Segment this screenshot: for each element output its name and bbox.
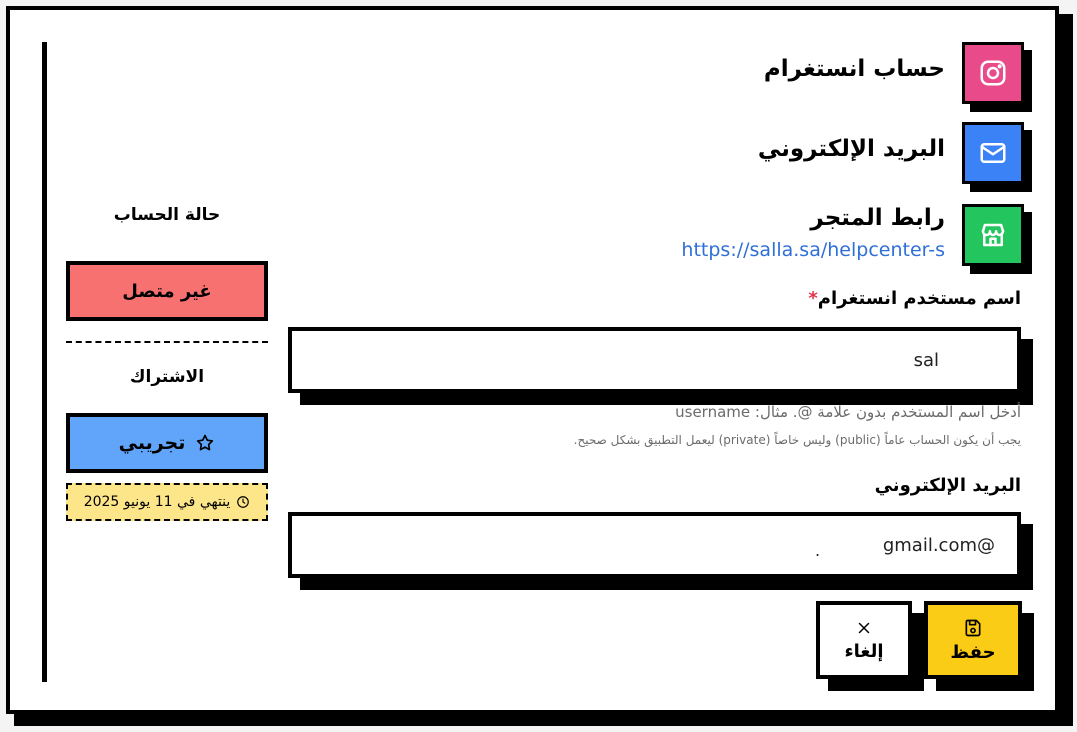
store-icon xyxy=(978,220,1008,250)
mail-icon xyxy=(978,138,1008,168)
store-link-title: رابط المتجر xyxy=(810,205,945,231)
sidebar-dashed-divider xyxy=(66,341,268,343)
instagram-icon xyxy=(978,58,1008,88)
status-badge xyxy=(66,261,268,321)
email-input[interactable]: @gmail.com xyxy=(288,512,1021,578)
email-title: البريد الإلكتروني xyxy=(757,136,945,162)
account-status-heading: حالة الحساب xyxy=(113,205,221,225)
email-label: البريد الإلكتروني xyxy=(874,475,1021,496)
vertical-divider xyxy=(42,42,47,682)
required-mark: * xyxy=(808,288,818,309)
save-label: حفظ xyxy=(950,641,996,663)
username-field-wrap xyxy=(288,327,1021,393)
close-icon xyxy=(855,619,873,637)
username-hint: أدخل اسم المستخدم بدون علامة @. مثال: username xyxy=(675,403,1021,421)
instagram-account-title: حساب انستغرام xyxy=(763,56,945,82)
email-dot: . xyxy=(815,541,821,560)
username-input[interactable]: sal xyxy=(288,327,1021,393)
cancel-label: إلغاء xyxy=(844,640,884,662)
plan-label: تجريبي xyxy=(118,432,186,454)
username-label xyxy=(808,288,1021,309)
status-label: غير متصل xyxy=(122,280,212,302)
email-tile xyxy=(962,122,1024,184)
save-button[interactable] xyxy=(924,601,1022,679)
store-tile xyxy=(962,204,1024,266)
save-icon xyxy=(963,618,983,638)
instagram-tile xyxy=(962,42,1024,104)
store-link[interactable]: https://salla.sa/helpcenter-s xyxy=(681,239,945,261)
star-icon xyxy=(195,433,215,453)
expiry-badge xyxy=(66,483,268,521)
cancel-button[interactable] xyxy=(816,601,912,679)
username-label-text: اسم مستخدم انستغرام xyxy=(817,288,1021,309)
plan-badge xyxy=(66,413,268,473)
public-account-hint: يجب أن يكون الحساب عاماً (public) وليس خاصاً (private) ليعمل التطبيق بشكل صحيح. xyxy=(573,433,1021,447)
email-field-wrap xyxy=(288,512,1021,578)
clock-icon xyxy=(236,495,250,509)
subscription-heading: الاشتراك xyxy=(129,367,205,387)
expiry-label: ينتهي في 11 يونيو 2025 xyxy=(83,494,231,510)
